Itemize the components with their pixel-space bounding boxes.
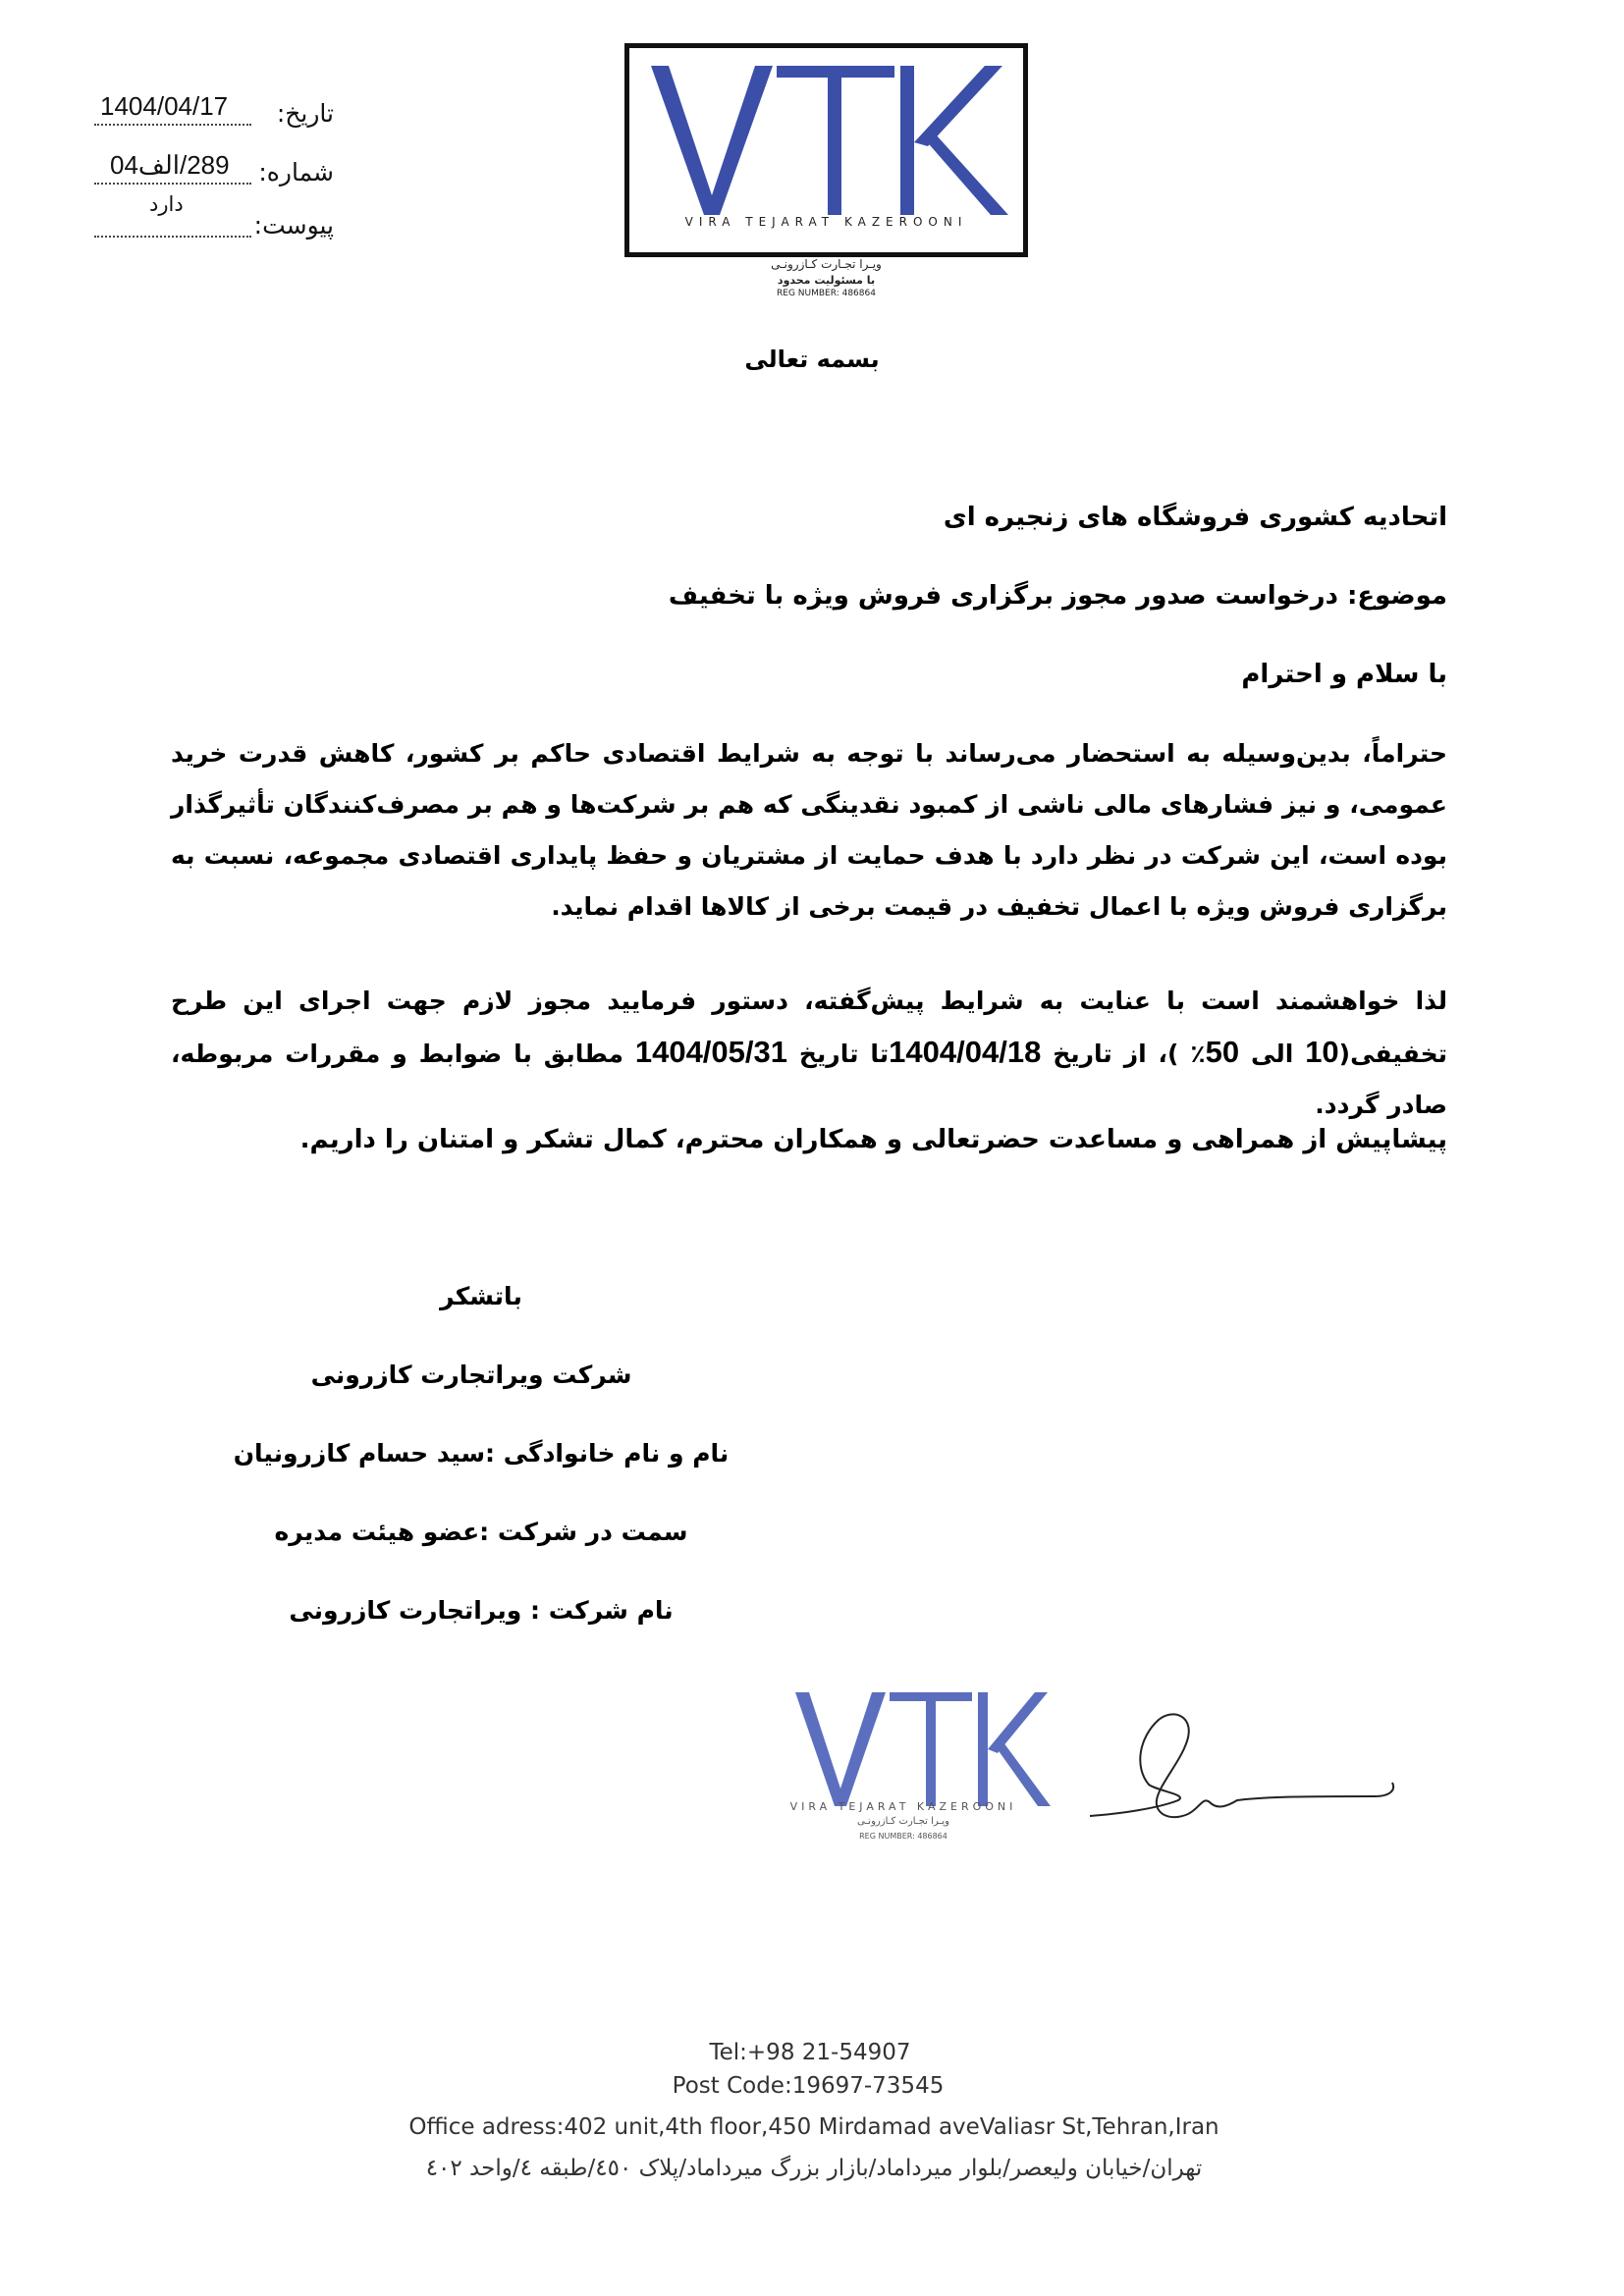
company-stamp [756, 1684, 1051, 1871]
stamp-reg-number: REG NUMBER: 486864 [859, 1832, 947, 1841]
number-label: شماره: [258, 158, 334, 187]
logo-liability: با مسئولیت محدود [777, 274, 876, 287]
discount-min: 10 [1305, 1035, 1339, 1069]
footer-tel: Tel:+98 21-54907 [709, 2040, 911, 2065]
vtk-stamp-logo [756, 1684, 1051, 1871]
letter-date: 1404/04/17 [100, 91, 229, 121]
attachment-value: دارد [149, 192, 184, 216]
body-paragraph-1: حتراماً، بدین‌وسیله به استحضار می‌رساند با توجه به شرایط اقتصادی حاکم بر کشور، کاهش قدرت خرید عمومی، و نیز فشارهای مالی ناشی از کمبود نقدینگی که هم بر شرکت‌ها و هم بر مصرف‌کنندگان تأثیرگذار بوده است، این شرکت در نظر دارد با هدف حمایت از مشتریان و حفظ پایداری اقتصادی مجموعه، نسبت به برگزاری فروش ویژه با اعمال تخفیف در قیمت برخی از کالاها اقدام نماید. [171, 739, 1447, 921]
end-date: 1404/05/31 [634, 1035, 787, 1069]
logo-reg-number: REG NUMBER: 486864 [777, 289, 876, 298]
body-paragraph-2 [171, 976, 1447, 1131]
date-dots [94, 124, 251, 126]
footer-postcode: Post Code:19697-73545 [672, 2073, 945, 2099]
date-row [88, 84, 334, 128]
bismillah-heading: بسمه تعالی [744, 346, 880, 373]
footer-address-fa: تهران/خیابان ولیعصر/بلوار میرداماد/بازار بزرگ میرداماد/پلاک ٤٥٠/طبقه ٤/واحد ٤٠٢ [425, 2156, 1203, 2181]
company-logo [624, 43, 1028, 257]
logo-name-fa: ویـرا تجـارت کـازرونـی [771, 257, 882, 271]
handwritten-signature [1080, 1698, 1404, 1836]
thanks-line: باتشکر [440, 1282, 522, 1310]
recipient-line: اتحادیه کشوری فروشگاه های زنجیره ای [943, 503, 1447, 532]
attachment-label: پیوست: [253, 211, 334, 240]
signer-company-name: نام شرکت : ویراتجارت کازرونی [289, 1596, 674, 1625]
number-dots [94, 183, 251, 185]
number-row [88, 143, 334, 187]
request-text-from: ٪ )، از تاریخ [1041, 1040, 1206, 1068]
letter-number: 289/الف04 [110, 150, 230, 180]
attachment-dots [94, 236, 251, 238]
date-label: تاریخ: [276, 99, 334, 128]
request-text-to: الی [1239, 1040, 1306, 1068]
stamp-name-fa: ویـرا تجـارت کـازرونـی [857, 1816, 949, 1827]
signer-company: شرکت ویراتجارت کازرونی [310, 1361, 632, 1389]
footer-office-address: Office adress:402 unit,4th floor,450 Mirdamad aveValiasr St,Tehran,Iran [408, 2114, 1219, 2140]
attachment-row [88, 192, 334, 240]
logo-name-en: VIRA TEJARAT KAZEROONI [684, 215, 968, 229]
signer-name: نام و نام خانوادگی :سید حسام کازرونیان [233, 1439, 730, 1468]
request-text: لذا خواهشمند است با عنایت به شرایط پیش‌گفته، دستور فرمایید مجوز لازم جهت اجرای این طرح تخفیفی( [171, 987, 1447, 1068]
stamp-name-en: VIRA TEJARAT KAZEROONI [789, 1800, 1017, 1813]
start-date: 1404/04/18 [889, 1035, 1042, 1069]
subject-line: موضوع: درخواست صدور مجوز برگزاری فروش ویژه با تخفیف [668, 581, 1447, 611]
request-text-until: تا تاریخ [787, 1040, 890, 1068]
request-text-end: مطابق با ضوابط و مقررات مربوطه، صادر گردد. [171, 1040, 1447, 1119]
discount-max: 50 [1205, 1035, 1240, 1069]
signer-position: سمت در شرکت :عضو هیئت مدیره [274, 1518, 688, 1546]
closing-line: پیشاپیش از همراهی و مساعدت حضرتعالی و همکاران محترم، کمال تشکر و امتنان را داریم. [299, 1125, 1447, 1154]
greeting-line: با سلام و احترام [1241, 660, 1447, 689]
